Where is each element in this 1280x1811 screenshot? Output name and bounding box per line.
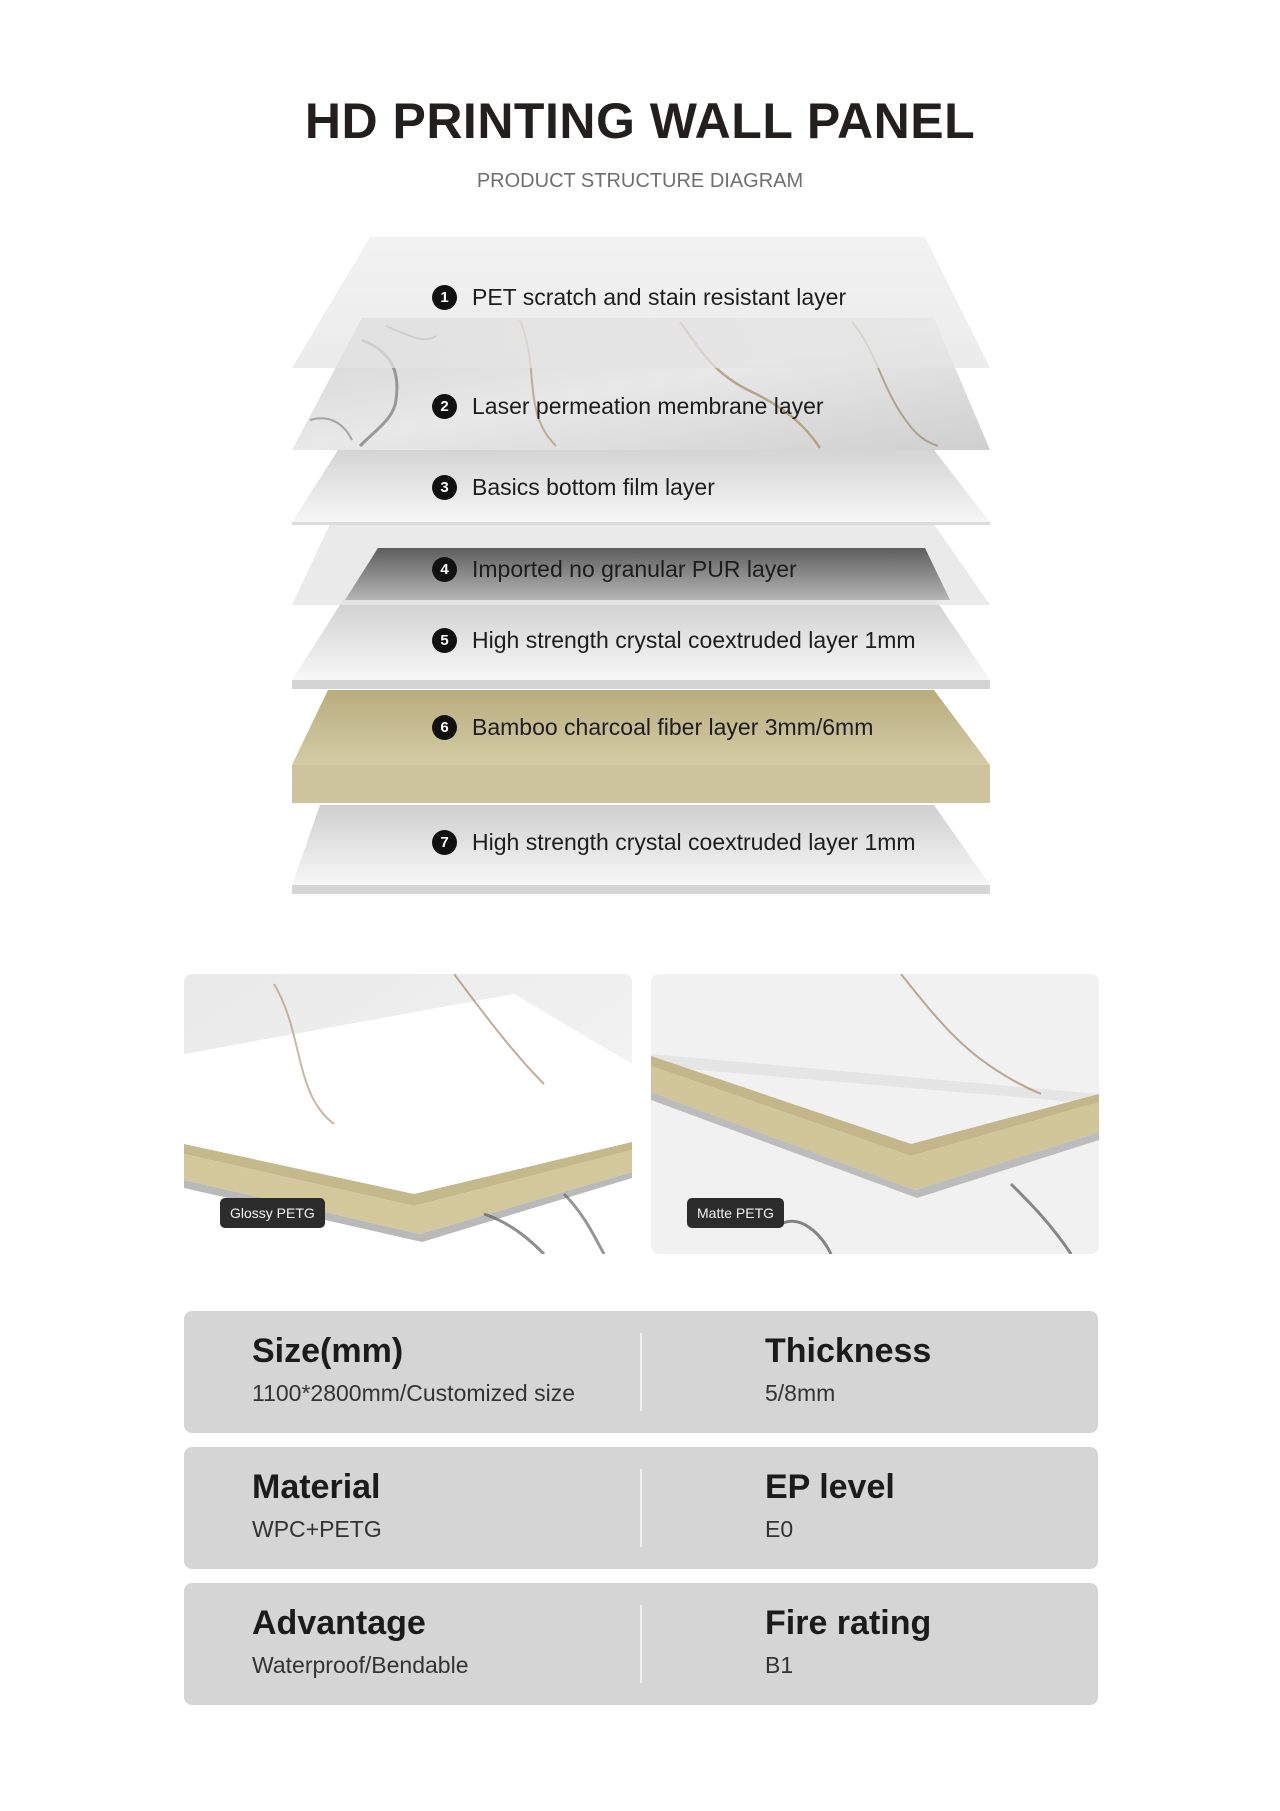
- spec-title: Fire rating: [765, 1604, 932, 1642]
- layer-6-shape: [292, 690, 990, 803]
- spec-title: Size(mm): [252, 1332, 404, 1370]
- spec-title: Thickness: [765, 1332, 932, 1370]
- spec-divider: [640, 1605, 642, 1683]
- layer-number-badge: 4: [432, 557, 457, 582]
- layer-number-badge: 2: [432, 394, 457, 419]
- layer-label-text: PET scratch and stain resistant layer: [472, 283, 847, 310]
- spec-card-material-ep: [184, 1447, 1098, 1569]
- matte-petg-photo: [651, 974, 1099, 1254]
- layer-label-1: [432, 282, 846, 312]
- layer-label-7: [432, 827, 916, 857]
- spec-thickness: [765, 1331, 931, 1407]
- spec-advantage: [252, 1603, 469, 1679]
- spec-material: [252, 1467, 382, 1543]
- layer-label-text: Bamboo charcoal fiber layer 3mm/6mm: [472, 713, 874, 740]
- spec-size: [252, 1331, 575, 1407]
- spec-card-advantage-fire: [184, 1583, 1098, 1705]
- spec-title: Material: [252, 1468, 381, 1506]
- layer-label-text: Imported no granular PUR layer: [472, 555, 797, 582]
- page-title: HD PRINTING WALL PANEL: [304, 93, 976, 149]
- spec-fire-rating: [765, 1603, 931, 1679]
- page-subtitle: PRODUCT STRUCTURE DIAGRAM: [476, 170, 804, 192]
- spec-divider: [640, 1333, 642, 1411]
- spec-divider: [640, 1469, 642, 1547]
- spec-value: 1100*2800mm/Customized size: [252, 1380, 576, 1406]
- layer-label-text: High strength crystal coextruded layer 1mm: [472, 626, 916, 653]
- spec-title: EP level: [765, 1468, 895, 1506]
- layer-label-3: [432, 472, 715, 502]
- layer-number-badge: 3: [432, 475, 457, 500]
- layer-label-4: [432, 554, 797, 584]
- layer-number-badge: 6: [432, 715, 457, 740]
- spec-value: 5/8mm: [765, 1380, 836, 1406]
- layer-label-text: Basics bottom film layer: [472, 473, 715, 500]
- layer-number-badge: 5: [432, 628, 457, 653]
- layer-label-text: High strength crystal coextruded layer 1mm: [472, 828, 916, 855]
- spec-value: E0: [765, 1516, 794, 1542]
- glossy-photo-badge: Glossy PETG: [220, 1198, 325, 1228]
- layer-label-2: [432, 391, 824, 421]
- spec-title: Advantage: [252, 1604, 426, 1642]
- spec-value: WPC+PETG: [252, 1516, 382, 1542]
- spec-card-size-thickness: [184, 1311, 1098, 1433]
- spec-value: B1: [765, 1652, 794, 1678]
- layer-label-6: [432, 712, 873, 742]
- layer-label-5: [432, 625, 916, 655]
- glossy-petg-photo: [184, 974, 632, 1254]
- spec-value: Waterproof/Bendable: [252, 1652, 469, 1678]
- layer-label-text: Laser permeation membrane layer: [472, 392, 824, 419]
- matte-photo-badge: Matte PETG: [687, 1198, 784, 1228]
- layer-number-badge: 1: [432, 285, 457, 310]
- layer-number-badge: 7: [432, 830, 457, 855]
- spec-ep-level: [765, 1467, 895, 1543]
